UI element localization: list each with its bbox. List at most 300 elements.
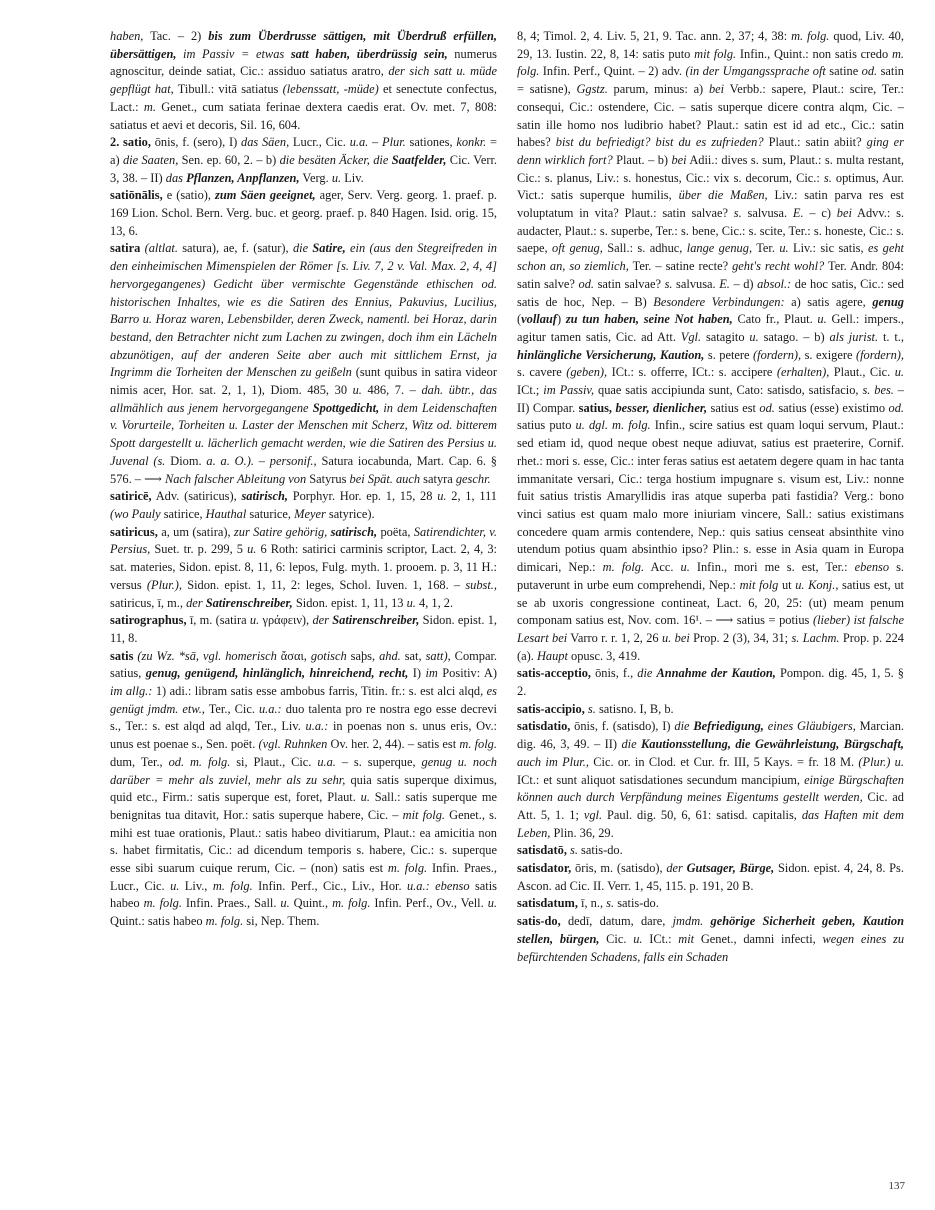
entry-text: m. folg. <box>212 878 253 893</box>
entry-text: ōnis, f. (satisdo), I) <box>570 719 675 734</box>
entry-text: m. folg. <box>459 737 497 752</box>
entry-text: Infin. Praes., Sall. <box>181 896 281 911</box>
entry-text: – s. superque, <box>335 754 422 769</box>
entry-text: das <box>165 170 187 185</box>
headword: satis <box>110 648 134 663</box>
dictionary-entry <box>110 28 497 134</box>
entry-text: bis zum Überdrusse sättigen, mit Überdruß erfüllen, übersättigen, <box>110 29 497 61</box>
entry-text: Infin., mori me s. est, Ter.: <box>689 560 855 575</box>
entry-text: (altlat. <box>140 241 178 256</box>
headword: satis-accipio, <box>517 701 585 716</box>
entry-text: 6 Roth: satirici carminis scriptor, Lact. 2, 4, 3: sat. materies, Sidon. epist. 8, 11, 6: lepos, Fulg. myth. 1. prooem. p. 3, 11 H.: versus <box>110 542 497 592</box>
entry-text: Genet., damni infecti, <box>694 931 823 946</box>
entry-text: s. <box>823 170 832 185</box>
entry-text: ī, n., <box>577 896 607 911</box>
entry-text: u. bei <box>661 630 690 645</box>
entry-text: numerus agnoscitur, deinde satiat, Cic.: assiduo satiatus aratro, <box>110 46 497 79</box>
entry-text: bei <box>836 206 852 221</box>
entry-text: ICt.: <box>642 931 679 946</box>
entry-text: 486, 7. – <box>361 383 422 398</box>
entry-text: oft genug, <box>552 241 603 256</box>
entry-text: (Plur.), <box>146 577 182 592</box>
entry-text: das Säen, <box>241 135 290 150</box>
entry-text: in dem Leidenschaften v. Vorurteile, Torheiten u. Laster der Menschen mit Scherz, Witz od. bitterem Spott dargestellt u. lächerlich gemacht werden, wie die Satiren des Persius u. Juvenal (s. <box>110 400 497 468</box>
entry-text: Satire, <box>312 241 346 256</box>
entry-text: sationes, <box>405 135 457 150</box>
entry-text: ICt.: et sunt aliquot satisdationes secundum mancipium, <box>517 772 805 787</box>
entry-text: Infin. Praes., Lucr., Cic. <box>110 861 497 893</box>
entry-text: m. folg. <box>791 29 830 43</box>
entry-text: die <box>674 719 694 734</box>
entry-text: Satirendichter, v. Persius, <box>110 524 497 557</box>
entry-text: u. <box>406 595 416 610</box>
entry-text: od. <box>578 276 594 291</box>
entry-text: si, Plaut., Cic. <box>230 754 318 769</box>
entry-text: Plaut., Cic. <box>829 365 895 380</box>
entry-text: Varro r. r. 1, 2, 26 <box>567 630 662 645</box>
entry-text: Tac. – 2) <box>143 29 209 43</box>
entry-text: u. <box>894 365 904 380</box>
entry-text: s. cavere <box>517 365 567 380</box>
entry-text: ein (aus den Stegreifreden in den einheimischen Mimenspielen der Römer [s. Liv. 7, 2 v. Val. Max. 2, 4, 4] hervorgegangenes) Gedicht über vermischte Gegenstände ethischen od. historischen Inhaltes, wie es die Satiren des Ennius, Pakuvius, Lucilius, Barro u. Horaz waren, Lebensbilder, deren Zweck, namentl. bei Horaz, darin bestand, den Betrachter nicht zum Lachen zu zwingen, doch ihm ein Lächeln abzunötigen, auf der anderen Seite aber auch mit sittlichem Ernst, ja Ingrimm die Torheiten der Menschen zu geißeln <box>110 241 497 380</box>
entry-text: der <box>186 595 206 610</box>
entry-text: s. Lachm. <box>791 630 840 645</box>
entry-text: Sen. ep. 60, 2. – b) <box>178 152 280 167</box>
entry-text: ( <box>517 312 522 327</box>
headword: satira <box>110 241 141 256</box>
entry-text: m. folg. <box>332 896 371 911</box>
entry-text: – c) <box>803 206 837 221</box>
entry-text: E. <box>719 276 730 291</box>
entry-text: u.a.: <box>305 719 329 734</box>
entry-text: Prop. 2 (3), 34, 31; <box>689 630 792 645</box>
entry-text: sat, <box>400 648 426 663</box>
entry-text: u. <box>633 931 643 946</box>
entry-text: ) <box>556 312 566 327</box>
entry-text: – d) <box>729 276 758 291</box>
dictionary-entry <box>517 860 904 895</box>
entry-text: es geht schon an, so ziemlich, <box>517 241 904 274</box>
entry-text: mit <box>678 931 695 946</box>
entry-text: optimus, Aur. Vict.: satis superque humilis, <box>517 170 904 203</box>
dictionary-entry <box>110 134 497 187</box>
entry-text: u. <box>170 878 180 893</box>
entry-text: Cic. or. in Clod. et Cur. fr. III, 5 Kays. = fr. 18 M. <box>588 754 859 769</box>
entry-text: das Haften mit dem Leben, <box>517 807 904 840</box>
entry-text: u. <box>249 613 260 628</box>
entry-text: m. <box>143 99 156 114</box>
entry-text: geht's recht wohl? <box>732 259 825 274</box>
entry-text: Hauthal <box>205 506 247 521</box>
entry-text: Acc. <box>644 560 681 575</box>
entry-text: Infin. Perf., Cic., Liv., Hor. <box>252 878 407 893</box>
entry-text: vgl. <box>583 807 603 822</box>
entry-text: (sunt quibus in satira videor nimis acer, Hor. sat. 2, 1, 1), Diom. 485, 30 <box>110 365 497 398</box>
entry-text: satius est, ut se ab uxoris congressione contineat, Lact. 6, 20, 25: (ut) meam penum componam satius est, Nov. com. 16¹. – ⟶ satius = potius <box>517 577 904 628</box>
entry-text: satago. – b) <box>758 329 830 344</box>
dictionary-entry <box>517 665 904 700</box>
entry-text: Ov. her. 2, 44). – satis est <box>327 737 460 752</box>
entry-text: ebenso <box>854 560 890 575</box>
entry-text: zum Säen geeignet, <box>215 188 316 203</box>
entry-text: satine <box>825 64 862 79</box>
entry-text: satius est <box>707 400 760 415</box>
entry-text: s. putaverunt in urbe eum comprehendi, Nep.: <box>517 560 904 592</box>
entry-text: konkr. <box>456 135 487 150</box>
entry-text: Positiv: A) <box>437 666 497 681</box>
entry-text: Infin. Perf., Quint. – 2) adv. <box>539 64 686 79</box>
entry-text: bei Spät. auch <box>349 471 421 486</box>
entry-text: s. petere <box>704 347 754 362</box>
entry-text: (fordern), <box>753 347 802 362</box>
entry-text: der <box>312 613 333 628</box>
entry-text: u.a. – Plur. <box>349 135 406 150</box>
dictionary-entry <box>110 648 497 931</box>
entry-text: salvusa. <box>741 206 793 221</box>
entry-text: dah. übtr., das allmählich aus jenem hervorgegangene <box>110 383 497 415</box>
entry-text: Satyrus <box>306 471 350 486</box>
entry-text: gehörige Sicherheit geben, Kaution stellen, bürgen, <box>517 914 904 946</box>
entry-text: Sidon. epist. 4, 24, 8. Ps. Ascon. ad Cic. II. Verr. 1, 45, 115. p. 191, 20 B. <box>517 861 904 893</box>
entry-text: mit folg. <box>402 807 445 822</box>
entry-text: u. <box>280 896 290 911</box>
headword: satiricē, <box>110 489 152 504</box>
entry-text: gotisch <box>310 648 347 663</box>
entry-text: quia satis superque diximus, quid etc., Firm.: satis superque est, foret, Plaut. <box>110 772 497 805</box>
headword: satis-do, <box>517 914 561 929</box>
entry-text: Cic. Verr. 3, 38. – II) <box>110 152 497 185</box>
entry-text: 4, 1, 2. <box>415 595 454 610</box>
entry-text: satius puto <box>517 418 576 433</box>
entry-text: m. folg. <box>602 560 645 575</box>
entry-text: der sich satt u. müde gepflügt hat, <box>110 64 497 97</box>
entry-text: Tibull.: vitā satiatus <box>173 82 283 97</box>
entry-text: s. bes. <box>862 383 894 398</box>
entry-text: die <box>621 737 642 752</box>
dictionary-entry <box>517 913 904 966</box>
entry-text: eines Gläubigers, <box>763 719 856 734</box>
page-number: 137 <box>888 1180 905 1192</box>
entry-text: ī, m. (satira <box>186 613 250 628</box>
entry-text: u. <box>331 170 342 185</box>
entry-text: satin salvae? <box>594 276 665 291</box>
dictionary-entry <box>517 701 904 719</box>
entry-text: ἄσαι, <box>276 648 311 663</box>
entry-text: Satirenschreiber, <box>332 613 420 628</box>
entry-text: u. <box>779 241 789 256</box>
entry-text: ICt.: s. offerre, ICt.: s. accipere <box>607 365 777 380</box>
entry-text: Sidon. epist. 1, 11, 2: leges, Schol. Iuven. 1, 168. – <box>181 577 466 592</box>
entry-text: a) satis agere, <box>784 294 873 309</box>
entry-text: 8, 4; Timol. 2, 4. Liv. 5, 21, 9. Tac. ann. 2, 37; 4, 38: <box>517 29 792 43</box>
headword: satisdatio, <box>517 719 571 734</box>
entry-text: γράφειν), <box>259 613 313 628</box>
entry-text: satius (esse) existimo <box>774 400 889 415</box>
entry-text: die <box>637 666 657 681</box>
entry-text: (Plur.) u. <box>858 754 904 769</box>
entry-text: Suet. tr. p. 299, 5 <box>150 542 248 557</box>
entry-text: besser, dienlicher, <box>615 400 708 415</box>
entry-text: a. a. O.). – personif., <box>206 453 317 468</box>
headword: satiōnālis, <box>110 188 163 203</box>
entry-text: satis habeo <box>110 878 497 911</box>
entry-text: Sall.: satis superque me benignitas tua ditavit, Hor.: satis superque habere, Cic. – <box>110 790 497 822</box>
entry-text: Haupt <box>536 648 568 663</box>
entry-text: satis-do. <box>614 896 659 911</box>
entry-text: der <box>666 861 687 876</box>
entry-text: od. <box>861 64 878 79</box>
entry-text: saþs, <box>346 648 380 663</box>
entry-text: u. <box>749 329 759 344</box>
entry-text: ICt.; <box>517 383 544 398</box>
entry-text: poëta, <box>377 524 414 539</box>
entry-text: Befriedigung, <box>693 719 764 734</box>
entry-text: satt haben, überdrüssig sein, <box>290 46 448 61</box>
dictionary-entry <box>110 612 497 647</box>
entry-text: ōnis, f., <box>590 666 638 681</box>
entry-text: Satirenschreiber, <box>205 595 293 610</box>
entry-text: s. <box>587 701 596 716</box>
entry-text: Liv.: satin parva res est voluptatum in vita? Plaut.: satin salvae? <box>517 188 904 221</box>
dictionary-entry <box>517 718 904 842</box>
entry-text: od. m. folg. <box>168 754 231 769</box>
entry-text: Ter. <box>752 241 780 256</box>
entry-text: genug, genügend, hinlänglich, hinreichend, recht, <box>145 666 409 681</box>
entry-text: bei <box>671 152 687 167</box>
entry-text: satt), <box>425 648 451 663</box>
entry-text: s. exigere <box>801 347 856 362</box>
entry-text: satyra <box>420 471 456 486</box>
entry-text: einige Bürgschaften können auch durch Verpfändung meines Eigentums gestellt werden, <box>517 772 904 805</box>
entry-text: satin = satisne), <box>517 64 904 97</box>
entry-text: Besondere Verbindungen: <box>653 294 785 309</box>
entry-text: Adii.: dives s. sum, Plaut.: s. multa restant, Cic.: s. planus, Liv.: s. honestus, Cic.: vix s. decorum, Cic.: <box>517 152 904 185</box>
entry-text: Verg. <box>299 170 332 185</box>
entry-text: opusc. 3, 419. <box>567 648 641 663</box>
entry-text: saturice, <box>246 506 295 521</box>
entry-text: u. <box>360 790 370 805</box>
entry-text: die besäten Äcker, die <box>279 152 392 167</box>
entry-text: duo talenta pro re nostra ego esse decrevi s., Ter.: s. est alqd ad alqd, Ter., Liv. <box>110 701 497 734</box>
entry-text: Gell.: impers., agitur tamen satis, Cic. ad Att. <box>517 312 904 344</box>
right-column <box>517 28 904 1183</box>
entry-text: Cic. ad Att. 5, 1. 1; <box>517 790 904 822</box>
entry-text: mit folg. <box>694 46 737 61</box>
entry-text: jmdm. <box>672 914 704 929</box>
entry-text: Paul. dig. 50, 6, 61: satisd. capitalis, <box>602 807 802 822</box>
entry-text: Gutsager, Bürge, <box>686 861 775 876</box>
entry-text: (lieber) ist falsche Lesart bei <box>517 613 904 645</box>
entry-text: E. <box>792 206 804 221</box>
entry-text: hinlängliche Versicherung, Kaution, <box>517 347 705 362</box>
headword: satisdatum, <box>517 896 578 911</box>
entry-text: Pflanzen, Anpflanzen, <box>186 170 300 185</box>
entry-text: (vgl. Ruhnken <box>258 737 328 752</box>
entry-text: mit folg <box>739 577 779 592</box>
headword: satiricus, <box>110 524 158 539</box>
entry-text: Spottgedicht, <box>312 400 380 415</box>
entry-text: genug u. noch darüber = mehr als zuviel, mehr als zu sehr, <box>110 754 497 787</box>
entry-text: Ter., Cic. <box>204 701 259 716</box>
entry-text: 1) adi.: libram satis esse ambobus farris, Titin. fr.: s. est alci alqd, <box>152 684 487 699</box>
left-column <box>110 28 497 1178</box>
entry-text: satiricus, ī, m., <box>110 595 187 610</box>
entry-text: Liv. <box>341 170 364 185</box>
entry-text: Quint., <box>289 896 333 911</box>
entry-text: u. Konj., <box>795 577 839 592</box>
entry-text: (wo Pauly <box>110 506 161 521</box>
entry-text: Satura iocabunda, Mart. Cap. 6. § 576. – <box>110 453 497 486</box>
entry-text: (erhalten), <box>776 365 830 380</box>
entry-text: satirisch, <box>241 489 288 504</box>
entry-text: Advv.: s. audacter, Plaut.: s. superbe, Ter.: s. bene, Cic.: s. scite, Ter.: s. honeste, Cic.: s. saepe, <box>517 206 904 256</box>
entry-text: ut <box>778 577 796 592</box>
entry-text: u. <box>680 560 690 575</box>
entry-text: es genügt jmdm. etw., <box>110 684 497 716</box>
entry-text: Marcian. dig. 46, 3, 49. – II) <box>517 719 904 752</box>
entry-text: satius, <box>578 400 613 415</box>
entry-text: vollauf <box>521 312 557 327</box>
entry-text: Kautionsstellung, die Gewährleistung, Bürgschaft, <box>641 737 904 752</box>
entry-text: Infin., Quint.: non satis credo <box>736 46 892 61</box>
entry-text: u. <box>247 542 257 557</box>
entry-text: a, um (satira), <box>157 524 234 539</box>
headword: satis-acceptio, <box>517 666 591 681</box>
entry-text: Ter. Andr. 804: satin salve? <box>517 259 904 291</box>
entry-text: bei <box>708 82 725 97</box>
entry-text: (fordern), <box>855 347 904 362</box>
entry-text: satis-do. <box>577 843 623 858</box>
entry-text: (in der Umgangssprache oft <box>685 64 826 79</box>
entry-text: Liv.: sic satis, <box>788 241 868 256</box>
entry-text: I) <box>408 666 426 681</box>
entry-text: s. <box>733 206 742 221</box>
entry-text: s. <box>664 276 673 291</box>
entry-text: bist du befriedigt? bist du es zufrieden? <box>555 135 764 150</box>
entry-text: zur Satire gehörig, <box>233 524 331 539</box>
entry-text: e (satio), <box>162 188 216 203</box>
entry-text: t. t., <box>878 329 904 344</box>
entry-text: satyrice). <box>325 506 375 521</box>
entry-text: ging er denn wirklich fort? <box>517 135 904 167</box>
entry-text: Saatfelder, <box>391 152 447 167</box>
entry-text: haben, <box>110 29 144 43</box>
entry-text: im Passiv, <box>543 383 595 398</box>
headword: satirographus, <box>110 613 187 628</box>
entry-text: m. folg. <box>143 896 182 911</box>
entry-text: geschr. <box>455 471 491 486</box>
entry-text: Meyer <box>294 506 326 521</box>
entry-text: – II) Compar. <box>517 383 904 415</box>
entry-text: Cato fr., Plaut. <box>732 312 818 327</box>
headword: satisdator, <box>517 861 572 876</box>
entry-text: im allg.: <box>110 684 153 699</box>
entry-text: Sidon. epist. 1, 11, 8. <box>110 613 497 645</box>
entry-text: Infin. Perf., Ov., Vell. <box>370 896 488 911</box>
entry-text: 2, 1, 111 <box>446 489 497 504</box>
entry-text: od. <box>759 400 775 415</box>
dictionary-entry <box>517 842 904 860</box>
headword: 2. satio, <box>110 135 151 150</box>
entry-text: subst., <box>465 577 497 592</box>
entry-text: u.a.: ebenso <box>406 878 470 893</box>
entry-text: Sall.: s. adhuc, <box>602 241 687 256</box>
entry-text: (lebenssatt, -müde) <box>282 82 379 97</box>
dictionary-entry <box>517 895 904 913</box>
entry-text: dum, Ter., <box>110 754 169 769</box>
entry-text: et senectute confectus, Lact.: <box>110 82 497 114</box>
entry-text: od. <box>888 400 904 415</box>
entry-text: Genet., s. mihi est tuae orationis, Plaut.: satis habeo divitiarum, Plaut.: ea amicitia non s. habet firmitatis, Cic.: ad dicendum temporis s. habere, Cic.: s. superque esse sibi suarum cuique rerum, Cic. – (non) satis est <box>110 807 497 876</box>
entry-text: u.a.: <box>258 701 282 716</box>
entry-text: im Passiv = etwas <box>176 46 291 61</box>
headword: satisdatō, <box>517 843 567 858</box>
entry-text: quae satis accipiunda sunt, Cato: satisdo, satisfacio, <box>594 383 863 398</box>
entry-text: in poenas non s. unus eris, Ov.: unus est poenae s., Sen. poët. <box>110 719 497 752</box>
entry-text <box>703 914 710 928</box>
entry-text: Adv. (satiricus), <box>151 489 242 504</box>
entry-text: (zu Wz. *sā, vgl. homerisch <box>133 648 277 663</box>
entry-text: Diom. <box>170 453 207 468</box>
entry-text: lange genug, <box>686 241 753 256</box>
entry-text: s. <box>570 843 578 858</box>
entry-text: u. <box>352 383 362 398</box>
entry-text: Plaut. – b) <box>612 152 672 167</box>
entry-text: quod, Liv. 40, 29, 13. Iustin. 22, 8, 14: satis puto <box>517 29 904 61</box>
entry-text: s. <box>606 896 615 911</box>
entry-text: Vgl. <box>680 329 702 344</box>
dictionary-entry <box>517 28 904 665</box>
entry-text: absol.: <box>757 276 792 291</box>
entry-text: Lucr., Cic. <box>289 135 350 150</box>
dictionary-entry <box>110 524 497 613</box>
entry-text: u. dgl. m. folg. <box>575 418 651 433</box>
entry-text: Ggstz. <box>576 82 608 97</box>
dictionary-entry <box>110 240 497 488</box>
entry-text: si, Nep. Them. <box>243 914 320 929</box>
entry-text: die Saaten, <box>122 152 179 167</box>
entry-text: m. folg. <box>205 914 244 929</box>
entry-text: m. folg. <box>387 861 428 876</box>
entry-text: satura), ae, f. (satur), <box>177 241 293 256</box>
entry-text: über die Maßen, <box>678 188 768 203</box>
entry-text: als jurist. <box>829 329 879 344</box>
entry-text: u. <box>487 896 497 911</box>
entry-text: dedī, datum, dare, <box>560 914 673 929</box>
entry-text: (geben), <box>566 365 608 380</box>
entry-text: satisno. I, B, b. <box>595 701 674 716</box>
entry-text: u. <box>437 489 447 504</box>
entry-text: ager, Serv. Verg. georg. 1. praef. p. 169 Lion. Schol. Bern. Verg. buc. et georg. praef. p. 840 Hagen. Isid. orig. 15, 13, 6. <box>110 188 497 238</box>
entry-text: auch im Plur., <box>517 754 589 769</box>
entry-text: satirisch, <box>330 524 378 539</box>
entry-text: Liv., <box>179 878 213 893</box>
entry-text: zu tun haben, seine Not haben, <box>565 312 733 327</box>
entry-text: Plaut.: satin abiit? <box>763 135 867 150</box>
entry-text: wegen eines zu befürchtenden Schadens, falls ein Schaden <box>517 931 904 964</box>
entry-text: salvusa. <box>672 276 720 291</box>
entry-text: ōris, m. (satisdo), <box>571 861 667 876</box>
entry-text: de hoc satis, Cic.: sed satis de hoc, Nep. – B) <box>517 276 904 309</box>
entry-text: ⟶ Nach falscher Ableitung von <box>144 471 307 486</box>
entry-text: Prop. p. 224 (a). <box>517 630 904 663</box>
entry-text: Porphyr. Hor. ep. 1, 15, 28 <box>287 489 438 504</box>
entry-text: m. folg. <box>517 46 904 79</box>
entry-text: die <box>292 241 313 256</box>
entry-text: parum, minus: a) <box>607 82 709 97</box>
entry-text: ōnis, f. (sero), I) <box>150 135 241 150</box>
entry-text: Annahme der Kaution, <box>656 666 776 681</box>
